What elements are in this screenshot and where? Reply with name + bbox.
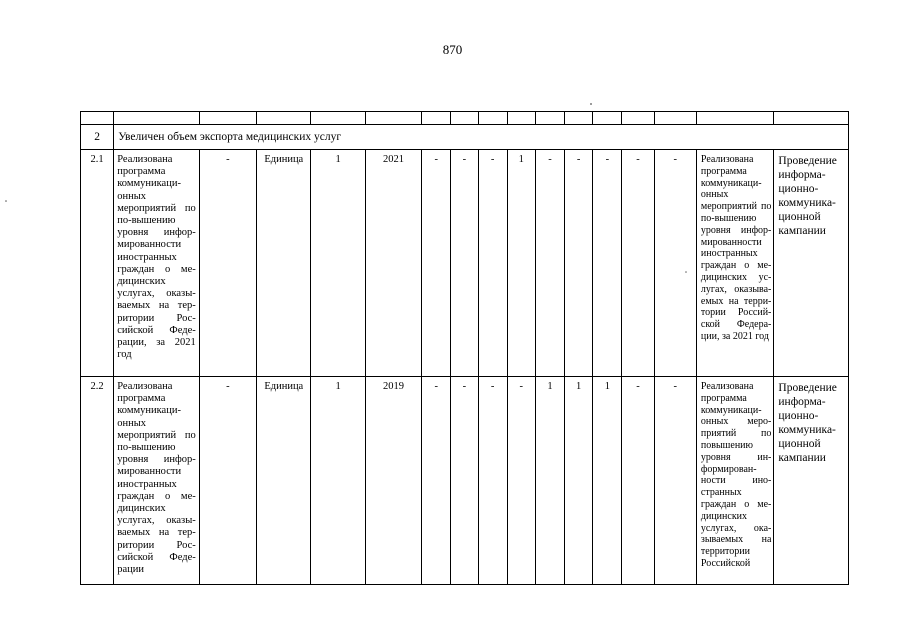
year-value: 1 [535, 377, 564, 585]
year-value: - [451, 377, 478, 585]
target-year: 2019 [365, 377, 421, 585]
year-value: - [478, 377, 507, 585]
section-row [81, 125, 849, 150]
indicator-name: Реализована программа коммуникаци-онных мероприятий по по-вышению уровня инфор-мированности иностранных граждан о ме-дицинских услугах, оказы-ваемых на тер-ритории Рос-сийской Феде-рации [117, 381, 196, 576]
year-value: 1 [593, 377, 622, 585]
result-description: Реализована программа коммуникаци-онных меро-приятий по повышению уровня ин-формирован-ности ино-странных граждан о ме-дицинских услугах, ока-зываемых на территории Российской [700, 381, 772, 569]
indicator-name: Реализована программа коммуникаци-онных мероприятий по по-вышению уровня инфор-мированности иностранных граждан о ме-дицинских услугах, оказы-ваемых на тер-ритории Рос-сийской Феде-рации, за 2021 год [117, 154, 196, 361]
year-value: - [654, 150, 696, 377]
year-value: 1 [507, 150, 535, 377]
event-description: Проведение информа-ционно-коммуника-ционной кампании [778, 155, 837, 237]
year-value: - [422, 377, 451, 585]
year-value: - [654, 377, 696, 585]
target-year: 2021 [365, 150, 421, 377]
year-value: - [565, 150, 593, 377]
indicators-table [80, 111, 849, 585]
year-value: - [593, 150, 622, 377]
year-value: - [451, 150, 478, 377]
section-title: Увеличен объем экспорта медицинских услуг [114, 125, 849, 150]
year-value: 1 [565, 377, 593, 585]
year-value: - [507, 377, 535, 585]
page-number: 870 [442, 42, 463, 57]
target-value: 1 [311, 377, 365, 585]
base-value: - [199, 150, 256, 377]
result-description: Реализована программа коммуникаци-онных мероприятий по по-вышению уровня инфор-мированности иностранных граждан о ме-дицинских ус-лугах, оказыва-емых на терри-тории Россий-ской Федера-ции, за 2021 год [700, 154, 772, 342]
year-value: - [535, 150, 564, 377]
year-value: - [622, 150, 654, 377]
year-value: - [422, 150, 451, 377]
target-value: 1 [311, 150, 365, 377]
row-number: 2.1 [81, 150, 114, 377]
table-header-row [81, 112, 849, 125]
table-row [81, 150, 849, 377]
unit: Единица [257, 150, 311, 377]
section-number: 2 [81, 125, 114, 150]
event-description: Проведение информа-ционно-коммуника-ционной кампании [778, 382, 837, 464]
year-value: - [478, 150, 507, 377]
year-value: - [622, 377, 654, 585]
unit: Единица [257, 377, 311, 585]
base-value: - [199, 377, 256, 585]
row-number: 2.2 [81, 377, 114, 585]
table-row [81, 377, 849, 585]
